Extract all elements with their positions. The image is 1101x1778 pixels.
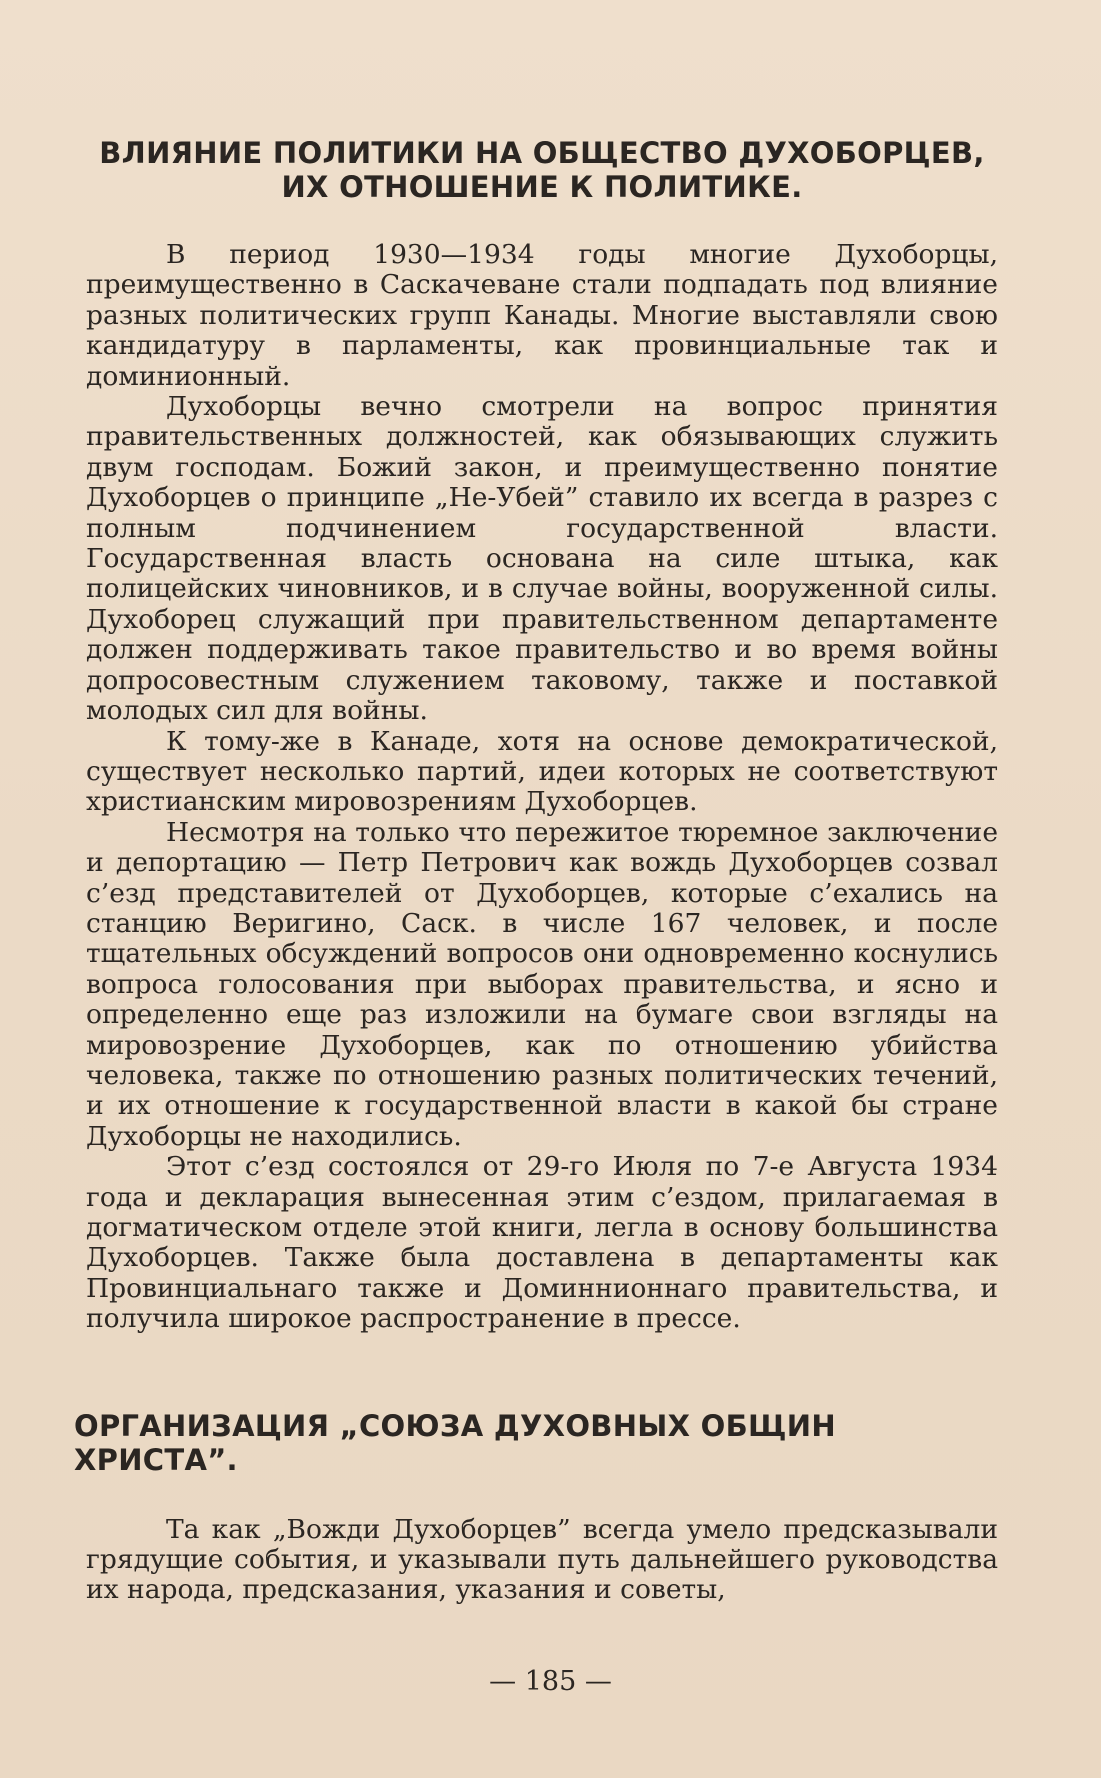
paragraph: Духоборцы вечно смотрели на вопрос принятия правительственных должностей, как обязывающих служить двум господам. Божий закон, и преимущественно понятие Духоборцев о принципе „Не-Убей” ставило их всегда в разрез с полным подчинением государственной власти. Государственная власть основана на силе штыка, как полицейских чиновников, и в случае войны, вооруженной силы. Духоборец служащий при правительственном департаменте должен поддерживать такое правительство и во время войны допросовестным служением таковому, также и поставкой молодых сил для войны. <box>86 391 998 727</box>
heading-line-2: ИХ ОТНОШЕНИЕ К ПОЛИТИКЕ. <box>281 170 803 204</box>
paragraph: К тому-же в Канаде, хотя на основе демократической, существует несколько партий, идеи которых не соответствуют христианским мировозрениям Духоборцев. <box>86 725 998 818</box>
section-body-politics <box>86 240 998 1335</box>
paragraph: Та как „Вожди Духоборцев” всегда умело предсказывали грядущие события, и указывали путь дальнейшего руководства их народа, предсказания, указания и советы, <box>86 1513 998 1606</box>
page-content <box>74 136 998 1606</box>
section-body-union <box>86 1515 998 1606</box>
paragraph: Несмотря на только что пережитое тюремное заключение и депортацию — Петр Петрович как вождь Духоборцев созвал с’езд представителей от Духоборцев, которые с’ехались на станцию Веригино, Саск. в числе 167 человек, и после тщательных обсуждений вопросов они одновременно коснулись вопроса голосования при выборах правительства, и ясно и определенно еще раз изложили на бумаге свои взгляды на мировозрение Духоборцев, как по отношению убийства человека, также по отношению разных политических течений, и их отношение к государственной власти в какой бы стране Духоборцы не находились. <box>86 816 998 1152</box>
heading-line-1: ВЛИЯНИЕ ПОЛИТИКИ НА ОБЩЕСТВО ДУХОБОРЦЕВ, <box>99 136 985 170</box>
section-heading-politics <box>86 136 998 204</box>
section-heading-union: ОРГАНИЗАЦИЯ „СОЮЗА ДУХОВНЫХ ОБЩИН ХРИСТА”. <box>74 1408 836 1477</box>
paragraph: В период 1930—1934 годы многие Духоборцы, преимущественно в Саскачеване стали подпадать под влияние разных политических групп Канады. Многие выставляли свою кандидатуру в парламенты, как провинциальные так и доминионный. <box>86 239 998 392</box>
paragraph: Этот с’езд состоялся от 29-го Июля по 7-е Августа 1934 года и декларация вынесенная этим с’ездом, прилагаемая в догматическом отделе этой книги, легла в основу большинства Духоборцев. Также была доставлена в департаменты как Провинциальнаго также и Доминнионнаго правительства, и получила широкое распространение в прессе. <box>86 1151 998 1335</box>
page-number: — 185 — <box>489 1666 612 1697</box>
